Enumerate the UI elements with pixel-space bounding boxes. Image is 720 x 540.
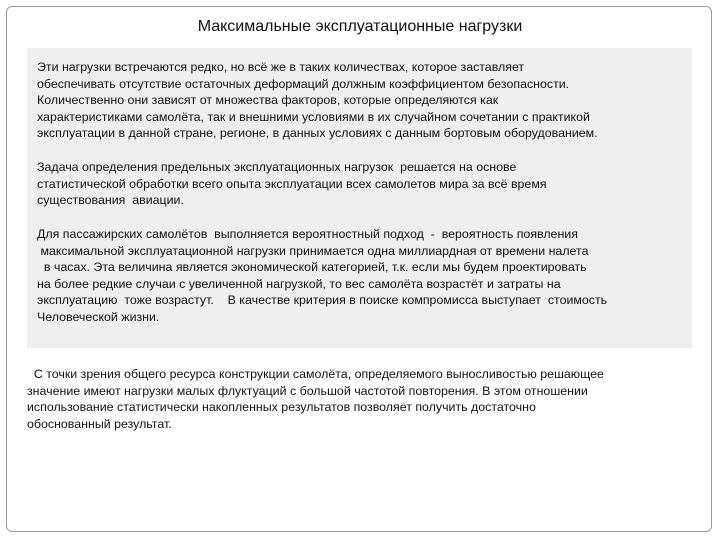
slide-title: Максимальные эксплуатационные нагрузки bbox=[197, 18, 523, 35]
paragraph-fatigue-resource: С точки зрения общего ресурса конструкции самолёта, определяемого выносливостью решающее значение имеют нагрузки малых флуктуаций с большой частотой повторения. В этом отношении использование статистически накопленных результатов позволяет получить достаточно обоснованный результат. bbox=[27, 367, 604, 431]
paragraph-probabilistic-approach: Для пассажирских самолётов выполняется вероятностный подход - вероятность появления максимальной эксплуатационной нагрузки принимается одна миллиардная от времени налета в часах. Эта величина является экономической категорией, т.к. если мы будем проектировать на более редкие случаи с увеличенной нагрузкой, то вес самолёта возрастёт и затраты на эксплуатацию тоже возрастут. В качестве критерия в поиске компромисса выступает стоимость Человеческой жизни. bbox=[37, 227, 608, 324]
paragraph-rarity: Эти нагрузки встречаются редко, но всё же в таких количествах, которое заставляет обеспечивать отсутствие остаточных деформаций должным коэффициентом безопасности. Количественно они зависят от множества факторов, которые определяются как характеристиками самолёта, так и внешними условиями в их случайном сочетании с практикой эксплуатации в данной стране, регионе, в данных условиях с данным бортовым оборудованием. bbox=[37, 60, 598, 141]
paragraph-determination-task: Задача определения предельных эксплуатационных нагрузок решается на основе статистической обработки всего опыта эксплуатации всех самолетов мира за всё время существования авиации. bbox=[37, 160, 547, 208]
